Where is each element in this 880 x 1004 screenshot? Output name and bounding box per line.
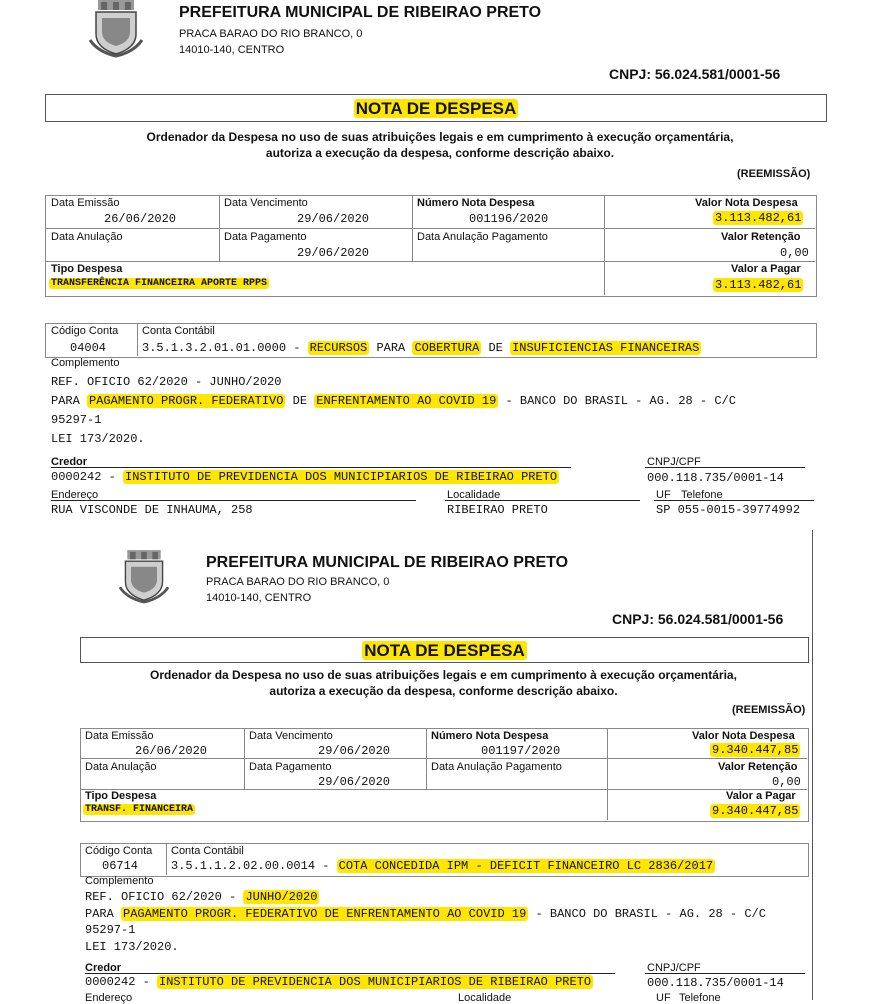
value-codigo-conta: 04004	[70, 341, 107, 355]
page-title: NOTA DE DESPESA	[364, 641, 525, 660]
value-data-emissao: 26/06/2020	[135, 744, 208, 758]
label-data-emissao: Data Emissão	[85, 730, 154, 742]
label-valor-retencao: Valor Retenção	[721, 231, 801, 243]
value-cnpj-cpf: 000.118.735/0001-14	[647, 471, 784, 485]
value-numero-nota: 001197/2020	[481, 744, 561, 758]
city-crest-icon	[118, 550, 170, 604]
label-uf: UF	[656, 489, 671, 501]
label-complemento: Complemento	[51, 357, 120, 369]
org-name: PREFEITURA MUNICIPAL DE RIBEIRAO PRETO	[206, 554, 569, 571]
value-credor: 0000242 - INSTITUTO DE PREVIDENCIA DOS MUNICIPIARIOS DE RIBEIRAO PRETO	[85, 975, 592, 989]
org-name: PREFEITURA MUNICIPAL DE RIBEIRAO PRETO	[179, 4, 542, 21]
org-cnpj: CNPJ: 56.024.581/0001-56	[609, 66, 781, 82]
label-localidade: Localidade	[458, 992, 512, 1004]
reemissao-label: (REEMISSÃO)	[737, 168, 811, 180]
label-data-pagamento: Data Pagamento	[249, 761, 332, 773]
value-data-vencimento: 29/06/2020	[318, 744, 391, 758]
label-credor: Credor	[85, 962, 122, 974]
label-credor: Credor	[51, 456, 88, 468]
complemento-line-3: 95297-1	[51, 413, 102, 427]
label-codigo-conta: Código Conta	[51, 325, 119, 337]
value-localidade: RIBEIRAO PRETO	[447, 503, 548, 517]
city-crest-icon	[88, 0, 144, 58]
reemissao-label: (REEMISSÃO)	[732, 704, 806, 716]
label-valor-pagar: Valor a Pagar	[726, 790, 796, 802]
label-numero-nota: Número Nota Despesa	[431, 730, 549, 742]
value-tipo-despesa: TRANSFERÊNCIA FINANCEIRA APORTE RPPS	[51, 278, 268, 289]
label-data-anulacao-pagamento: Data Anulação Pagamento	[431, 761, 562, 773]
value-valor-retencao: 0,00	[772, 775, 801, 789]
org-cep: 14010-140, CENTRO	[179, 44, 285, 56]
complemento-line-2: PARA PAGAMENTO PROGR. FEDERATIVO DE ENFRENTAMENTO AO COVID 19 - BANCO DO BRASIL - AG. 28 - C/C	[51, 394, 736, 408]
value-valor-nota: 9.340.447,85	[712, 743, 799, 757]
page-title: NOTA DE DESPESA	[355, 99, 517, 118]
label-conta-contabil: Conta Contábil	[142, 325, 215, 337]
value-data-pagamento: 29/06/2020	[318, 775, 391, 789]
intro-line-1: Ordenador da Despesa no uso de suas atribuições legais e em cumprimento à execução orçamentária,	[150, 668, 737, 682]
value-valor-pagar: 3.113.482,61	[715, 278, 802, 292]
label-valor-pagar: Valor a Pagar	[731, 263, 801, 275]
org-address: PRACA BARAO DO RIO BRANCO, 0	[206, 576, 390, 588]
label-data-pagamento: Data Pagamento	[224, 231, 307, 243]
title-bar	[80, 637, 809, 663]
label-data-anulacao: Data Anulação	[51, 231, 123, 243]
complemento-line-1: REF. OFICIO 62/2020 - JUNHO/2020	[51, 375, 282, 389]
value-valor-retencao: 0,00	[780, 246, 809, 260]
label-conta-contabil: Conta Contábil	[171, 845, 244, 857]
complemento-line-3: 95297-1	[85, 923, 136, 937]
org-cep: 14010-140, CENTRO	[206, 592, 312, 604]
label-valor-retencao: Valor Retenção	[718, 761, 798, 773]
label-endereco: Endereço	[51, 489, 99, 501]
complemento-line-2: PARA PAGAMENTO PROGR. FEDERATIVO DE ENFRENTAMENTO AO COVID 19 - BANCO DO BRASIL - AG. 28 - C/C	[85, 907, 766, 921]
complemento-line-4: LEI 173/2020.	[51, 432, 145, 446]
value-uf-telefone: SP 055-0015-39774992	[656, 503, 801, 517]
value-numero-nota: 001196/2020	[469, 212, 549, 226]
label-data-emissao: Data Emissão	[51, 197, 120, 209]
value-valor-pagar: 9.340.447,85	[712, 804, 799, 818]
label-tipo-despesa: Tipo Despesa	[51, 263, 123, 275]
label-tipo-despesa: Tipo Despesa	[85, 790, 157, 802]
value-cnpj-cpf: 000.118.735/0001-14	[647, 976, 784, 990]
label-cnpj-cpf: CNPJ/CPF	[647, 456, 701, 468]
label-data-anulacao-pagamento: Data Anulação Pagamento	[417, 231, 548, 243]
label-valor-nota: Valor Nota Despesa	[695, 197, 798, 209]
org-cnpj: CNPJ: 56.024.581/0001-56	[612, 611, 784, 627]
value-codigo-conta: 06714	[102, 859, 139, 873]
label-data-vencimento: Data Vencimento	[224, 197, 308, 209]
intro-line-2: autoriza a execução da despesa, conforme descrição abaixo.	[269, 684, 618, 698]
label-codigo-conta: Código Conta	[85, 845, 153, 857]
title-bar	[45, 94, 827, 122]
value-conta-contabil: 3.5.1.1.2.02.00.0014 - COTA CONCEDIDA IPM - DEFICIT FINANCEIRO LC 2836/2017	[171, 859, 714, 873]
label-complemento: Complemento	[85, 875, 154, 887]
label-endereco: Endereço	[85, 992, 133, 1004]
label-cnpj-cpf: CNPJ/CPF	[647, 962, 701, 974]
complemento-line-1: REF. OFICIO 62/2020 - JUNHO/2020	[85, 890, 318, 904]
value-data-emissao: 26/06/2020	[104, 212, 177, 226]
value-conta-contabil: 3.5.1.3.2.01.01.0000 - RECURSOS PARA COBERTURA DE INSUFICIENCIAS FINANCEIRAS	[142, 341, 700, 355]
value-data-vencimento: 29/06/2020	[297, 212, 370, 226]
label-uf: UF	[656, 992, 671, 1004]
intro-line-1: Ordenador da Despesa no uso de suas atribuições legais e em cumprimento à execução orçamentária,	[146, 130, 734, 144]
intro-line-2: autoriza a execução da despesa, conforme descrição abaixo.	[265, 146, 615, 160]
label-telefone: Telefone	[679, 992, 721, 1004]
label-telefone: Telefone	[681, 489, 723, 501]
label-data-vencimento: Data Vencimento	[249, 730, 333, 742]
label-localidade: Localidade	[447, 489, 501, 501]
org-address: PRACA BARAO DO RIO BRANCO, 0	[179, 28, 363, 40]
label-numero-nota: Número Nota Despesa	[417, 197, 535, 209]
expense-note-2	[0, 530, 880, 1004]
value-data-pagamento: 29/06/2020	[297, 246, 370, 260]
label-data-anulacao: Data Anulação	[85, 761, 157, 773]
value-endereco: RUA VISCONDE DE INHAUMA, 258	[51, 503, 253, 517]
label-valor-nota: Valor Nota Despesa	[692, 730, 795, 742]
value-valor-nota: 3.113.482,61	[715, 211, 802, 225]
complemento-line-4: LEI 173/2020.	[85, 940, 179, 954]
value-tipo-despesa: TRANSF. FINANCEIRA	[85, 804, 194, 815]
value-credor: 0000242 - INSTITUTO DE PREVIDENCIA DOS MUNICIPIARIOS DE RIBEIRAO PRETO	[51, 470, 558, 484]
